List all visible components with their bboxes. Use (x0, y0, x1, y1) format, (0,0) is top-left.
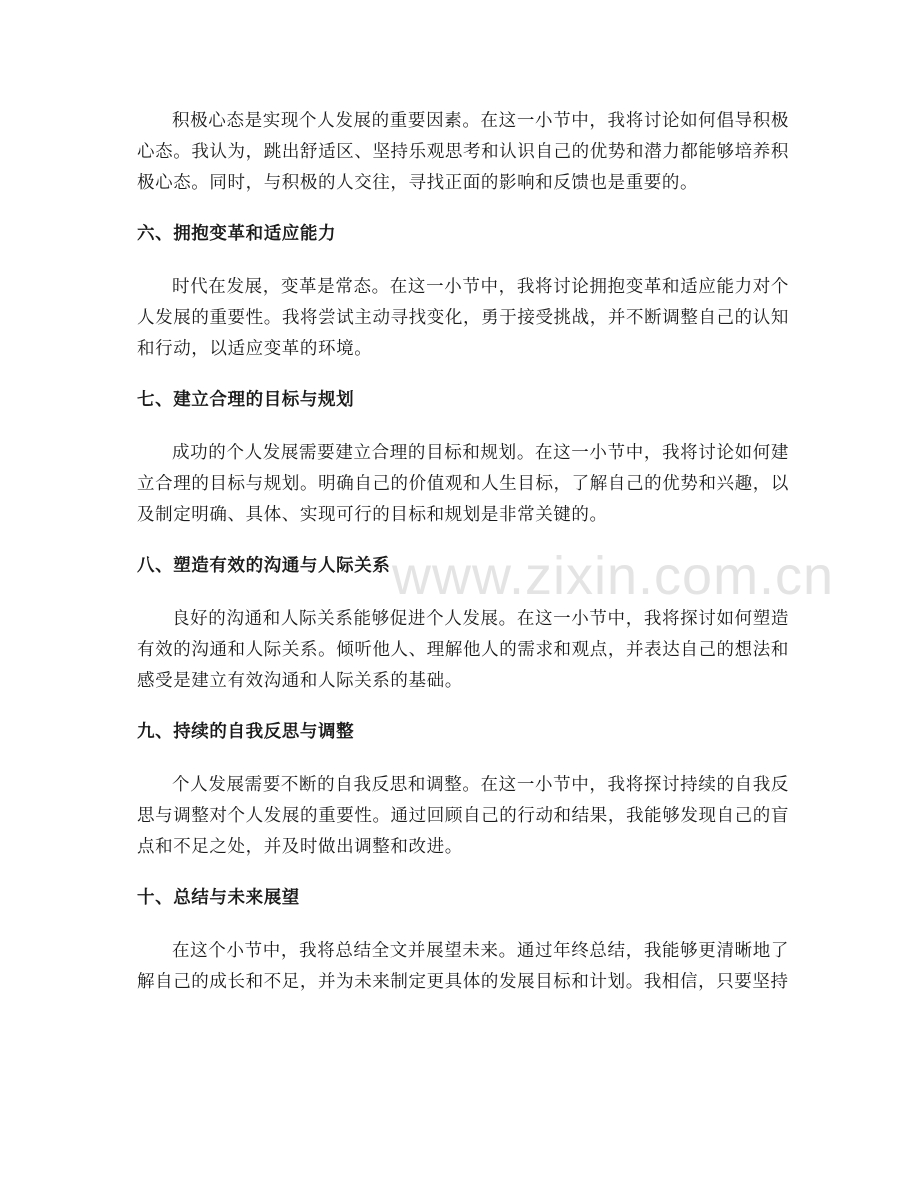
heading-section-9: 九、持续的自我反思与调整 (137, 722, 355, 742)
paragraph-section-10: 在这个小节中，我将总结全文并展望未来。通过年终总结，我能够更清晰地了解自己的成长和不足，并为未来制定更具体的发展目标和计划。我相信，只要坚持 (137, 941, 789, 992)
heading-section-10: 十、总结与未来展望 (137, 888, 300, 908)
paragraph-section-8: 良好的沟通和人际关系能够促进个人发展。在这一小节中，我将探讨如何塑造有效的沟通和人际关系。倾听他人、理解他人的需求和观点，并表达自己的想法和感受是建立有效沟通和人际关系的基础。 (137, 609, 789, 691)
paragraph-section-9: 个人发展需要不断的自我反思和调整。在这一小节中，我将探讨持续的自我反思与调整对个人发展的重要性。通过回顾自己的行动和结果，我能够发现自己的盲点和不足之处，并及时做出调整和改进。 (137, 775, 789, 857)
paragraph-section-6: 时代在发展，变革是常态。在这一小节中，我将讨论拥抱变革和适应能力对个人发展的重要性。我将尝试主动寻找变化，勇于接受挑战，并不断调整自己的认知和行动，以适应变革的环境。 (137, 277, 789, 359)
heading-section-6: 六、拥抱变革和适应能力 (137, 224, 337, 244)
document-content (137, 106, 789, 998)
paragraph-section-7: 成功的个人发展需要建立合理的目标和规划。在这一小节中，我将讨论如何建立合理的目标与规划。明确自己的价值观和人生目标，了解自己的优势和兴趣，以及制定明确、具体、实现可行的目标和规划是非常关键的。 (137, 443, 789, 525)
paragraph-positive-mindset: 积极心态是实现个人发展的重要因素。在这一小节中，我将讨论如何倡导积极心态。我认为，跳出舒适区、坚持乐观思考和认识自己的优势和潜力都能够培养积极心态。同时，与积极的人交往，寻找正面的影响和反馈也是重要的。 (137, 111, 789, 193)
heading-section-7: 七、建立合理的目标与规划 (137, 390, 355, 410)
watermark-text: www.zixin.com.cn (392, 546, 835, 606)
heading-section-8: 八、塑造有效的沟通与人际关系 (137, 556, 391, 576)
